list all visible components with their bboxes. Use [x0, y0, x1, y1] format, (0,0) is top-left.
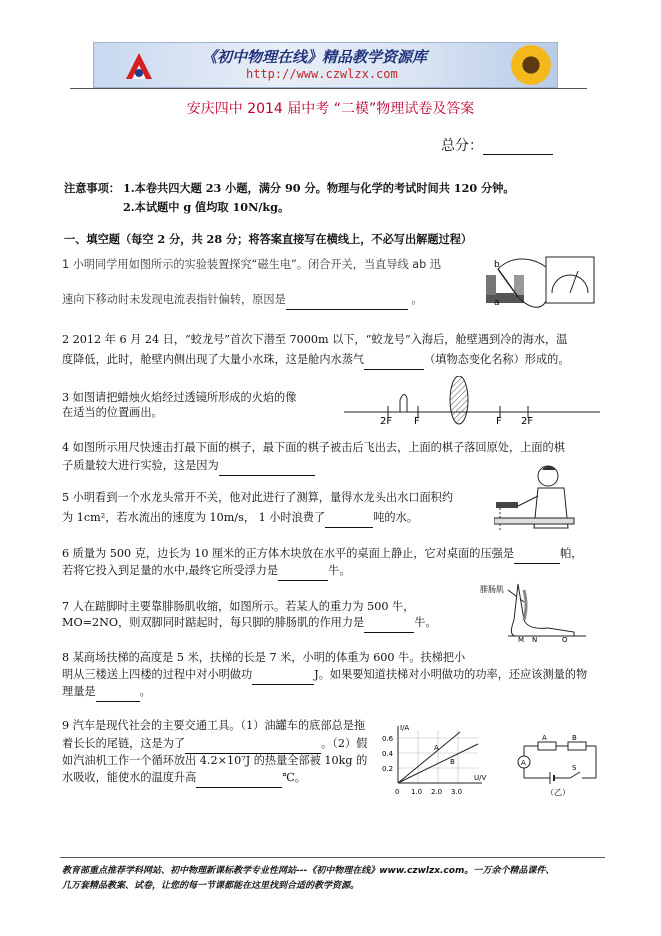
footer-line2: 几万套精品教案、试卷，让您的每一节课都能在这里找到合适的教学资源。: [62, 881, 360, 891]
foot-point-n: N: [532, 636, 538, 642]
q7-line1: 7 人在踮脚时主要靠腓肠肌收缩，如图所示。若某人的重力为 500 牛，: [62, 600, 415, 613]
q4-text: 子质量较大进行实验，这是因为: [62, 459, 219, 472]
total-score: [441, 135, 553, 155]
lens-label-f-left: F: [414, 416, 420, 427]
banner-title: 《初中物理在线》精品教学资源库: [202, 48, 428, 66]
ammeter-label: A: [521, 759, 526, 767]
lens-label-f-right: F: [496, 416, 502, 427]
lens-label-2f-left: 2F: [380, 416, 393, 427]
q6-text-mid: 帕，: [560, 547, 583, 560]
q2-blank[interactable]: [364, 358, 424, 370]
q7-blank[interactable]: [364, 621, 414, 633]
footer-rule: [60, 857, 605, 858]
graph-ytick-02: 0.2: [382, 765, 394, 773]
q9-text-d: 水吸收，能使水的温度升高: [62, 771, 197, 784]
graph-ytick-06: 0.6: [382, 735, 394, 743]
q5-blank[interactable]: [325, 516, 373, 528]
muscle-label: 腓肠肌: [480, 585, 504, 594]
q5-line2: [62, 508, 418, 528]
circuit-figure: [506, 732, 604, 798]
faucet-figure: [494, 462, 580, 532]
sunflower-icon: [511, 45, 551, 85]
q8-text-end: 。: [139, 685, 151, 698]
q2-text-end: （填物态变化名称）形成的。: [424, 353, 570, 366]
q1-text: 速向下移动时未发现电流表指针偏转，原因是: [62, 293, 286, 306]
q6-blank-2[interactable]: [278, 569, 328, 581]
graph-xtick-3: 3.0: [451, 788, 463, 796]
q7-line2: [62, 613, 437, 633]
q3-line1: 3 如图请把蜡烛火焰经过透镜所形成的火焰的像: [62, 391, 297, 404]
circuit-caption: （乙）: [546, 788, 570, 797]
q5-text-end: 吨的水。: [373, 511, 418, 524]
q8-line3: [62, 682, 151, 702]
graph-xtick-1: 1.0: [411, 788, 423, 796]
q8-text-mid: J。如果要知道扶梯对小明做功的功率，还应该测量的物: [314, 668, 588, 681]
q7-text-end: 牛。: [414, 616, 437, 629]
q8-line1: 8 某商场扶梯的高度是 5 米，扶梯的长是 7 米，小明的体重为 600 牛。扶梯把小: [62, 651, 466, 664]
q8-text-c: 理量是: [62, 685, 96, 698]
total-blank[interactable]: [483, 140, 553, 155]
footer: [62, 864, 602, 894]
switch-label: S: [572, 764, 577, 772]
graph-xtick-2: 2.0: [431, 788, 443, 796]
notes-line2: 2.本试题中 g 值均取 10N/kg。: [123, 200, 290, 214]
q1-line1: 1 小明同学用如图所示的实验装置探究“磁生电”。闭合开关，当直导线 ab 迅: [62, 258, 441, 271]
footer-line1: 教育部重点推荐学科网站、初中物理新课标教学专业性网站---《初中物理在线》www.czwlzx.com。一万余个精品课件、: [62, 866, 555, 876]
graph-ylabel: I/A: [400, 724, 410, 732]
q9-line3: 如汽油机工作一个循环放出 4.2×10⁷J 的热量全部被 10kg 的: [62, 754, 368, 767]
magnet-figure: [482, 253, 600, 315]
header-banner: [93, 42, 558, 88]
q6-blank-1[interactable]: [514, 552, 560, 564]
q9-text-mid: 。（2）假: [321, 737, 368, 750]
header-rule: [70, 88, 587, 89]
q6-text: 6 质量为 500 克，边长为 10 厘米的正方体木块放在水平的桌面上静止，它对桌面的压强是: [62, 547, 515, 560]
lens-figure: [344, 376, 600, 430]
foot-figure: [478, 580, 588, 642]
circuit-label-a: A: [542, 734, 547, 742]
foot-point-m: M: [518, 636, 525, 642]
graph-line-a: A: [434, 744, 439, 752]
q5-line1: 5 小明看到一个水龙头常开不关，他对此进行了测算，量得水龙头出水口面积约: [62, 491, 454, 504]
q2-text: 度降低，此时，舱壁内侧出现了大量小水珠，这是舱内水蒸气: [62, 353, 365, 366]
q1-blank[interactable]: [286, 298, 408, 310]
q2-line2: [62, 350, 570, 370]
page-title: 安庆四中 2014 届中考 “二模”物理试卷及答案: [186, 101, 475, 117]
magnet-label-b: b: [494, 260, 500, 270]
q3-line2: 在适当的位置画出。: [62, 406, 163, 419]
graph-xlabel: U/V: [474, 774, 487, 782]
graph-xtick-0: 0: [395, 788, 400, 796]
section1-heading: 一、填空题（每空 2 分，共 28 分；将答案直接写在横线上，不必写出解题过程）: [64, 232, 473, 246]
foot-point-o: O: [562, 636, 568, 642]
logo-icon: [122, 49, 156, 83]
q9-text: 着长长的尾链，这是为了: [62, 737, 186, 750]
q6-text-b: 若将它投入到足量的水中,最终它所受浮力是: [62, 564, 279, 577]
q8-blank-1[interactable]: [252, 673, 314, 685]
q6-line2: [62, 561, 351, 581]
notes-line1: 1.本卷共四大题 23 小题，满分 90 分。物理与化学的考试时间共 120 分钟。: [123, 181, 515, 195]
total-label: 总分：: [441, 138, 483, 154]
lens-label-2f-right: 2F: [521, 416, 534, 427]
q8-blank-2[interactable]: [96, 690, 140, 702]
graph-line-b: B: [450, 758, 455, 766]
q7-text: MO=2NO，则双脚同时踮起时，每只脚的腓肠肌的作用力是: [62, 616, 365, 629]
q9-text-end: ℃。: [282, 771, 306, 784]
q4-line1: 4 如图所示用尺快速击打最下面的棋子，最下面的棋子被击后飞出去，上面的棋子落回原处，上面的棋: [62, 441, 565, 454]
circuit-label-b: B: [572, 734, 577, 742]
q9-blank-2[interactable]: [196, 776, 282, 788]
q2-line1: 2 2012 年 6 月 24 日，“蛟龙号”首次下潜至 7000m 以下，“蛟龙号”入海后，舱壁遇到冷的海水，温: [62, 333, 568, 346]
magnet-label-a: a: [494, 298, 500, 308]
q4-line2: [62, 456, 315, 476]
notes-label: 注意事项：: [64, 181, 120, 195]
iv-graph: [378, 722, 488, 798]
q5-text: 为 1cm²，若水流出的速度为 10m/s， 1 小时浪费了: [62, 511, 326, 524]
q4-blank[interactable]: [219, 464, 315, 476]
q9-line1: 9 汽车是现代社会的主要交通工具。（1）油罐车的底部总是拖: [62, 719, 366, 732]
graph-ytick-04: 0.4: [382, 750, 394, 758]
banner-url[interactable]: http://www.czwlzx.com: [246, 67, 398, 81]
q8-text: 明从三楼送上四楼的过程中对小明做功: [62, 668, 253, 681]
q1-line2: 速向下移动时未发现电流表指针偏转，原因是 。: [62, 290, 423, 310]
q9-line4: [62, 768, 306, 788]
q6-text-end: 牛。: [328, 564, 351, 577]
